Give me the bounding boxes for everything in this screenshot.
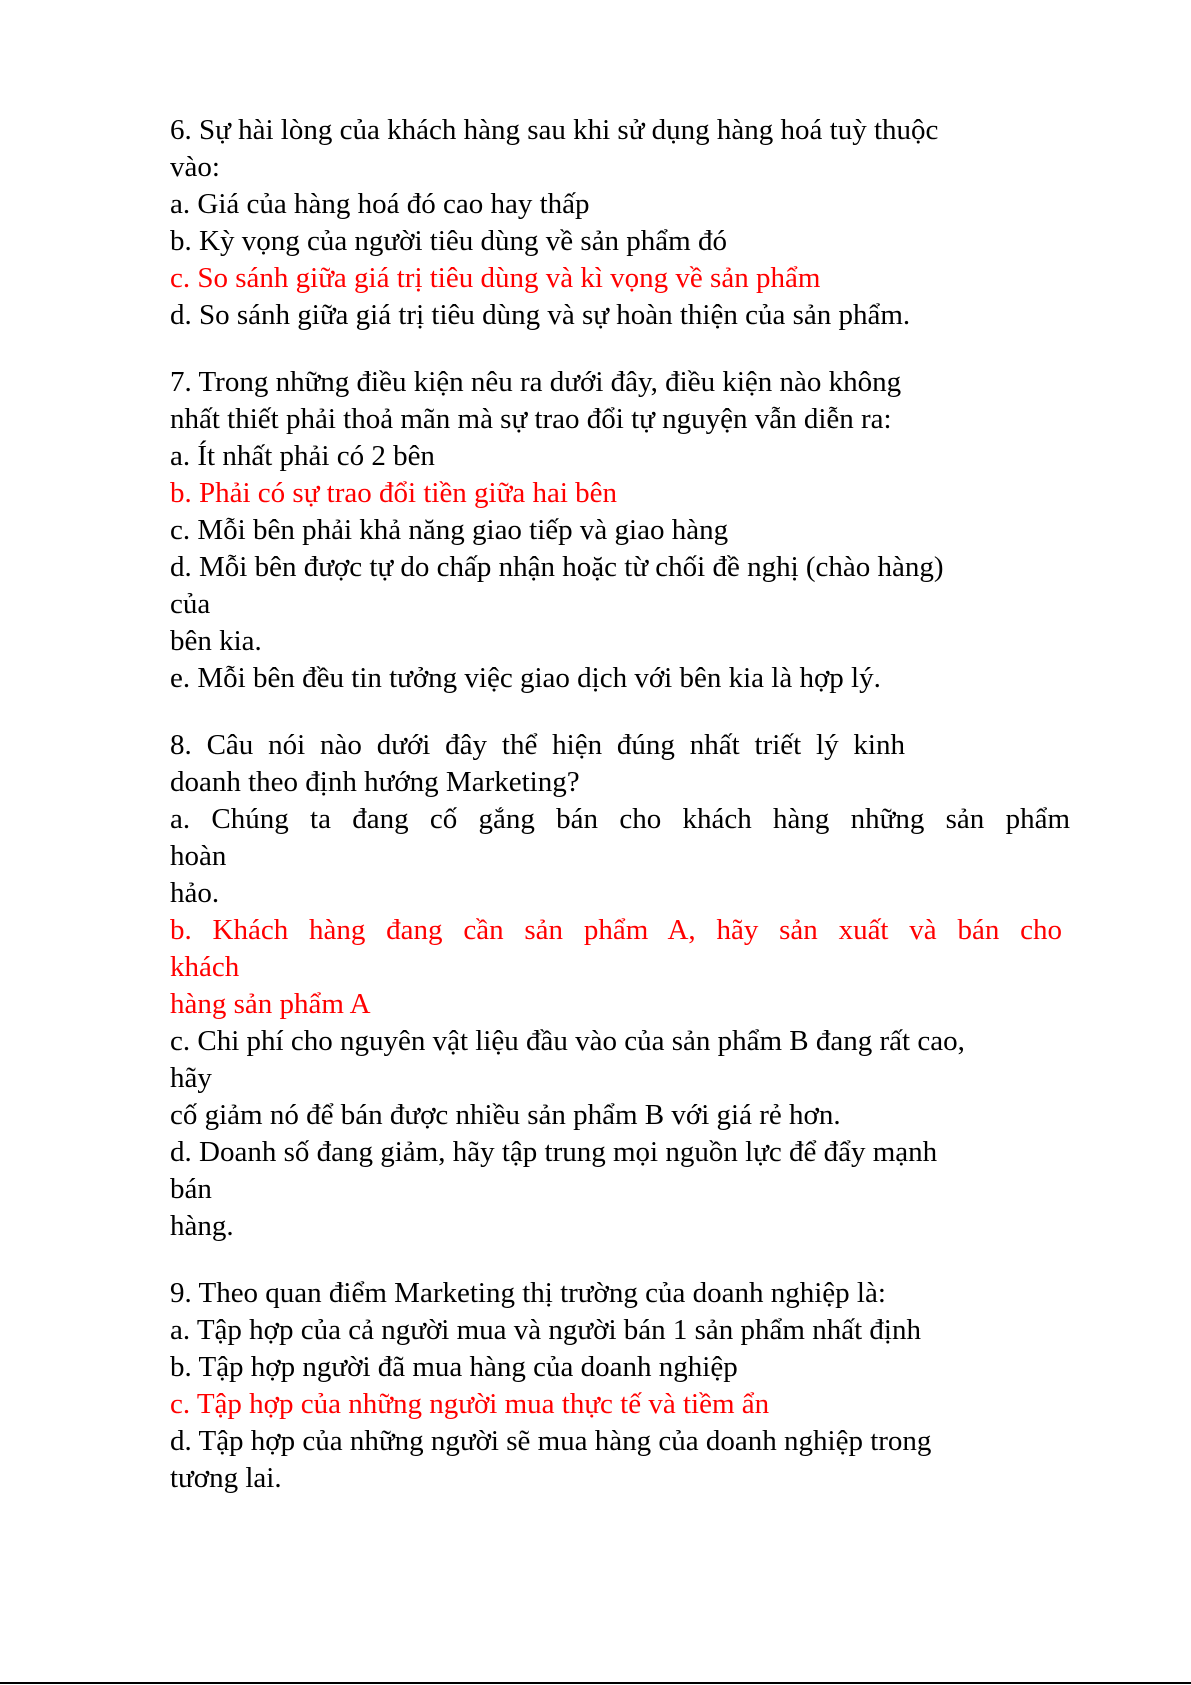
text-line: tương lai. xyxy=(170,1462,282,1494)
text-line: của xyxy=(170,588,211,620)
text-line: bên kia. xyxy=(170,625,262,657)
correct-answer-line: khách xyxy=(170,951,240,983)
question-9 xyxy=(170,1275,1070,1497)
text-line: e. Mỗi bên đều tin tưởng việc giao dịch với bên kia là hợp lý. xyxy=(170,662,881,694)
text-line: vào: xyxy=(170,151,220,183)
question-7 xyxy=(170,364,1070,697)
text-line: a. Ít nhất phải có 2 bên xyxy=(170,440,435,472)
bottom-rule xyxy=(0,1682,1191,1684)
text-line: doanh theo định hướng Marketing? xyxy=(170,766,580,798)
text-line: b. Kỳ vọng của người tiêu dùng về sản phẩm đó xyxy=(170,225,727,257)
text-line: d. So sánh giữa giá trị tiêu dùng và sự hoàn thiện của sản phẩm. xyxy=(170,299,911,331)
correct-answer-line: hàng sản phẩm A xyxy=(170,988,371,1020)
correct-answer-line: b. Phải có sự trao đổi tiền giữa hai bên xyxy=(170,477,618,509)
text-line: d. Tập hợp của những người sẽ mua hàng của doanh nghiệp trong xyxy=(170,1425,932,1457)
text-line: 8. Câu nói nào dưới đây thể hiện đúng nhất triết lý kinh xyxy=(170,729,905,761)
correct-answer-line: c. So sánh giữa giá trị tiêu dùng và kì vọng về sản phẩm xyxy=(170,262,821,294)
text-line: hảo. xyxy=(170,877,220,909)
text-line: hàng. xyxy=(170,1210,234,1242)
correct-answer-line: b. Khách hàng đang cần sản phẩm A, hãy sản xuất và bán cho xyxy=(170,914,1062,946)
text-line: b. Tập hợp người đã mua hàng của doanh nghiệp xyxy=(170,1351,738,1383)
quiz-content xyxy=(170,112,1070,1527)
text-line: a. Tập hợp của cả người mua và người bán 1 sản phẩm nhất định xyxy=(170,1314,921,1346)
text-line: d. Doanh số đang giảm, hãy tập trung mọi nguồn lực để đẩy mạnh xyxy=(170,1136,938,1168)
text-line: c. Chi phí cho nguyên vật liệu đầu vào của sản phẩm B đang rất cao, xyxy=(170,1025,965,1057)
text-line: 6. Sự hài lòng của khách hàng sau khi sử dụng hàng hoá tuỳ thuộc xyxy=(170,114,939,146)
text-line: hãy xyxy=(170,1062,212,1094)
text-line: a. Giá của hàng hoá đó cao hay thấp xyxy=(170,188,590,220)
text-line: c. Mỗi bên phải khả năng giao tiếp và giao hàng xyxy=(170,514,729,546)
text-line: cố giảm nó để bán được nhiều sản phẩm B với giá rẻ hơn. xyxy=(170,1099,841,1131)
text-line: a. Chúng ta đang cố gắng bán cho khách hàng những sản phẩm xyxy=(170,803,1070,835)
text-line: hoàn xyxy=(170,840,227,872)
question-8 xyxy=(170,727,1070,1245)
text-line: 7. Trong những điều kiện nêu ra dưới đây, điều kiện nào không xyxy=(170,366,902,398)
text-line: nhất thiết phải thoả mãn mà sự trao đổi tự nguyện vẫn diễn ra: xyxy=(170,403,892,435)
correct-answer-line: c. Tập hợp của những người mua thực tế và tiềm ẩn xyxy=(170,1388,770,1420)
text-line: d. Mỗi bên được tự do chấp nhận hoặc từ chối đề nghị (chào hàng) xyxy=(170,551,944,583)
text-line: 9. Theo quan điểm Marketing thị trường của doanh nghiệp là: xyxy=(170,1277,886,1309)
text-line: bán xyxy=(170,1173,212,1205)
question-6 xyxy=(170,112,1070,334)
